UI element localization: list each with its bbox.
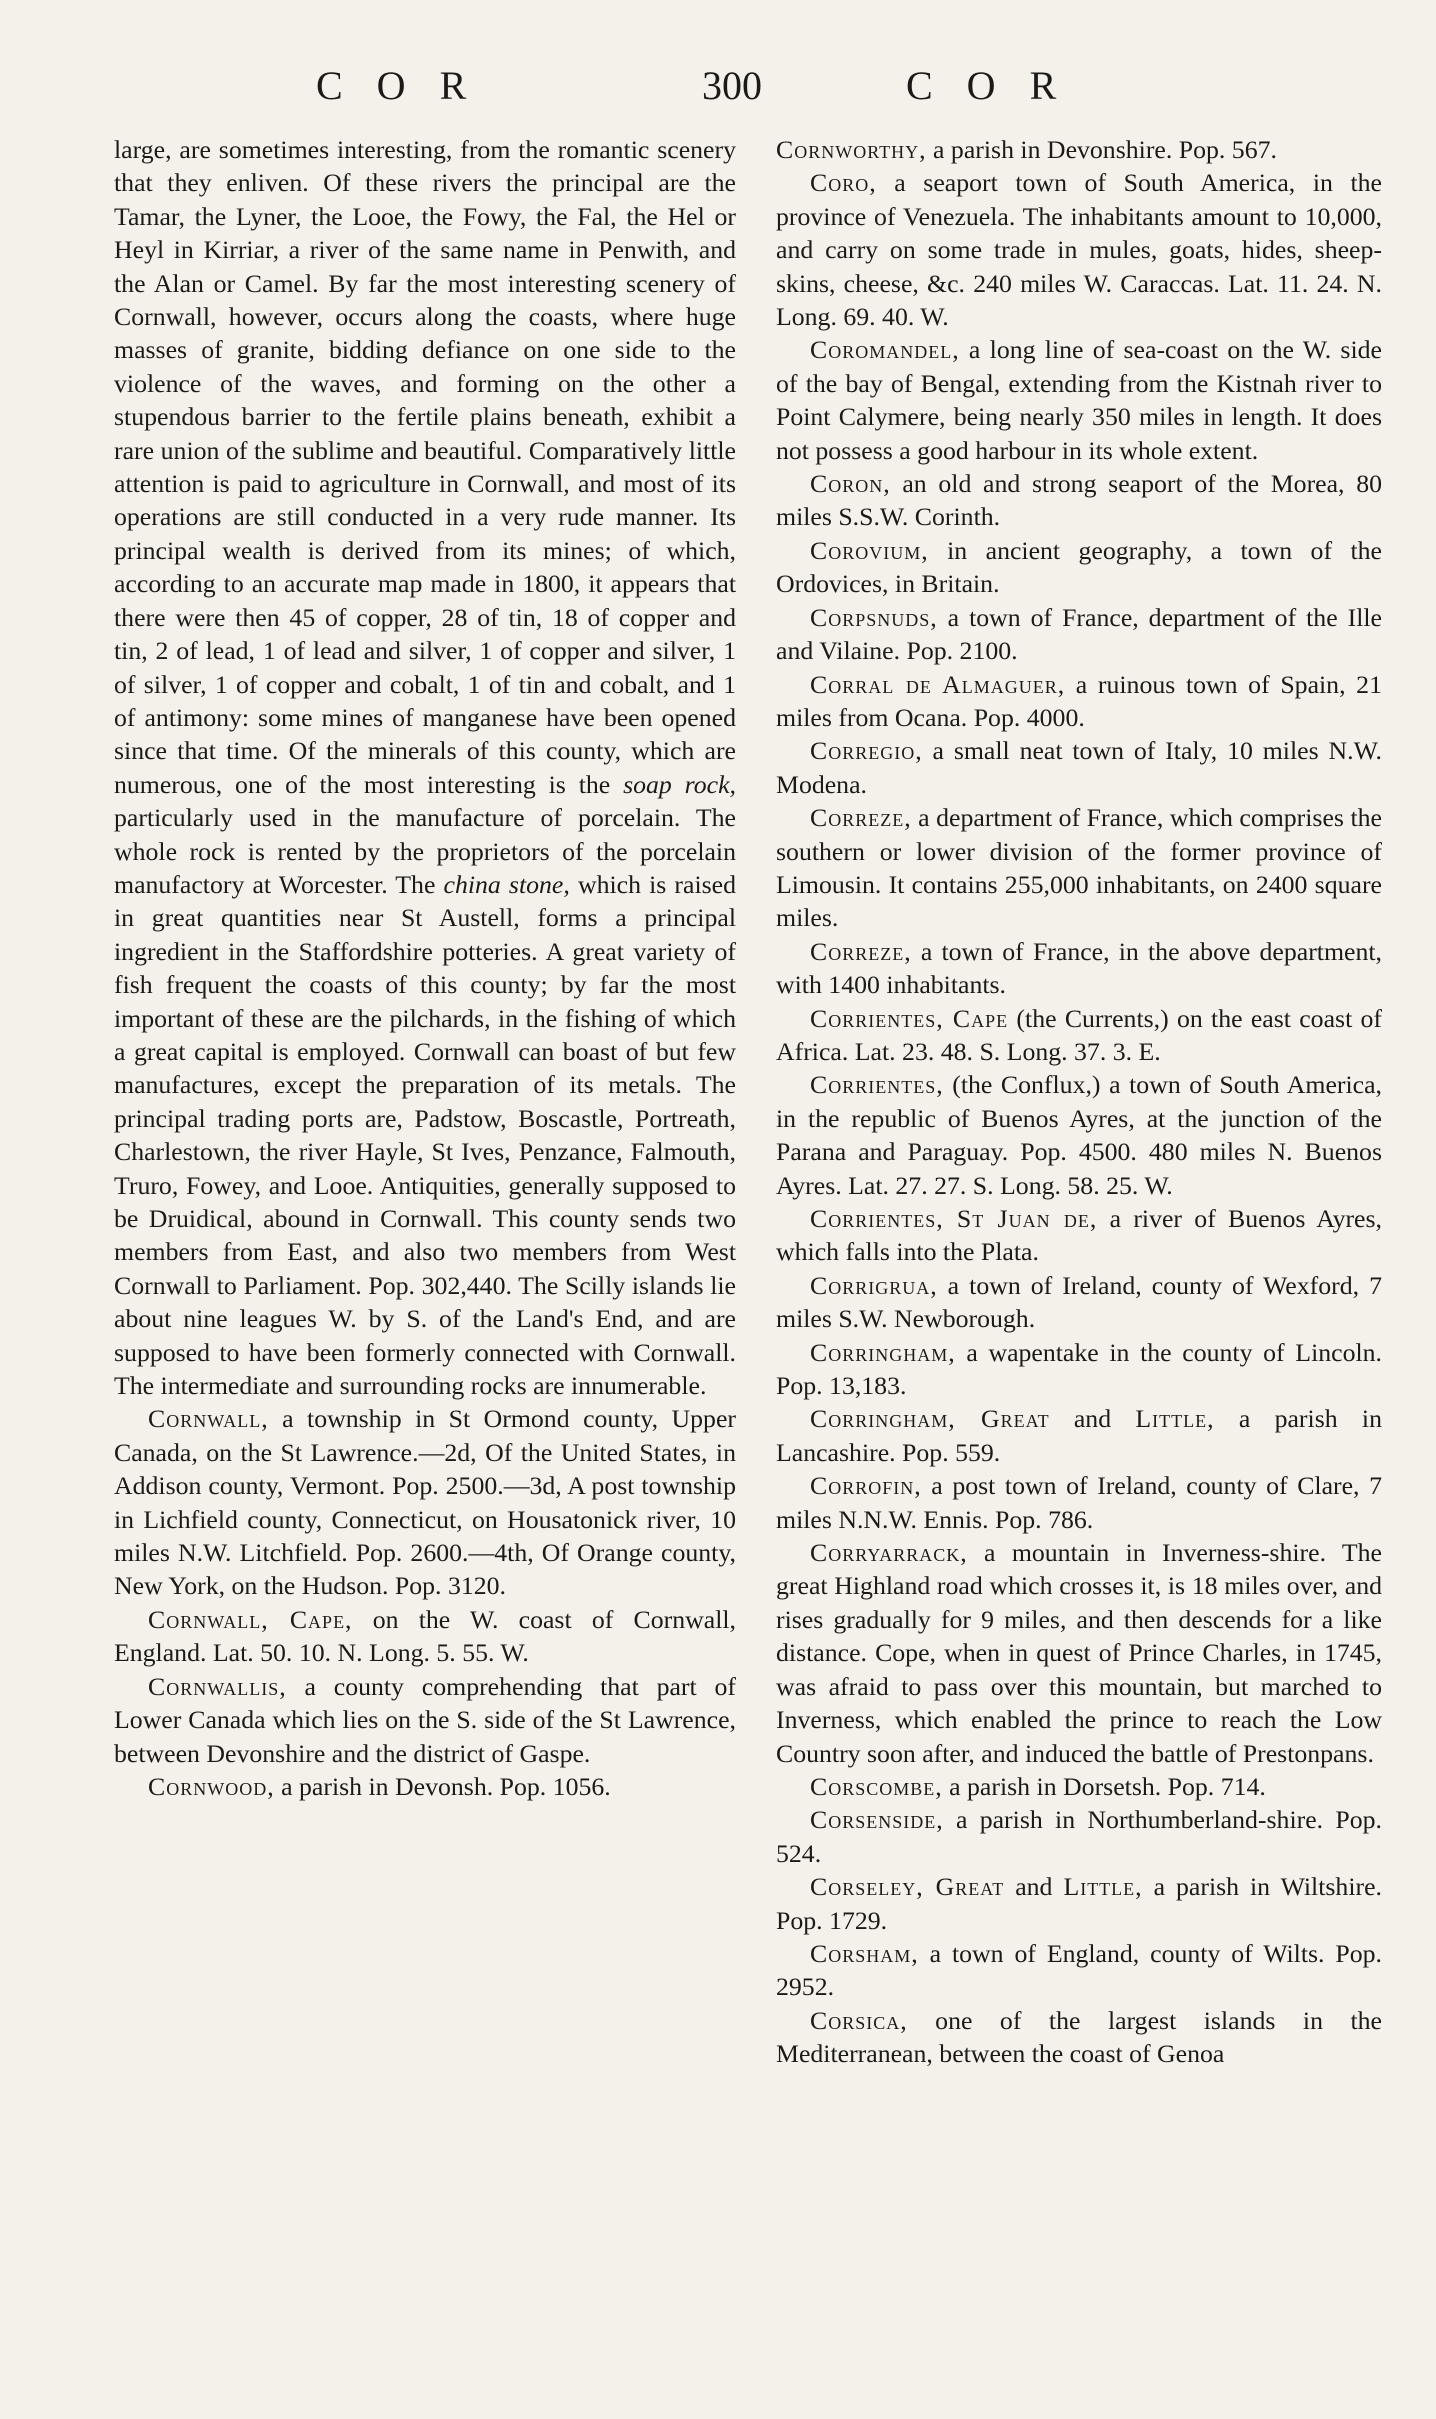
entry-headword: Cornwallis, bbox=[148, 1671, 287, 1701]
entry bbox=[114, 1670, 736, 1770]
entry-text: a river of Buenos Ayres, which falls into the Plata. bbox=[776, 1204, 1382, 1267]
entry-headword: Corpsnuds, bbox=[810, 602, 938, 632]
entry bbox=[776, 166, 1382, 333]
entry-headword: Cornwall, bbox=[148, 1404, 269, 1434]
entry-text: a town of Ireland, county of Wexford, 7 miles S.W. Newborough. bbox=[776, 1270, 1382, 1334]
entry-text: a department of France, which comprises the southern or lower division of the former province of Limousin. It contains 255,000 inhabitants, on 2400 square miles. bbox=[776, 803, 1382, 933]
entry-text: a town of France, department of the Ille and Vilaine. Pop. 2100. bbox=[776, 602, 1382, 666]
italic-term-soap-rock: soap rock, bbox=[623, 769, 736, 799]
entry bbox=[776, 935, 1382, 1002]
page-number: 300 bbox=[702, 63, 762, 108]
entry-text: a seaport town of South America, in the province of Venezuela. The inhabitants amount to 10,000, and carry on some trade in mules, goats, hides, sheep-skins, cheese, &c. 240 miles W. Caraccas. Lat. 11. 24. N. Long. 69. 40. W. bbox=[776, 168, 1382, 332]
entry bbox=[776, 467, 1382, 534]
entry-text: in ancient geography, a town of the Ordovices, in Britain. bbox=[776, 535, 1382, 599]
entry bbox=[776, 801, 1382, 935]
entry bbox=[776, 1402, 1382, 1469]
entry-headword: Corrientes, bbox=[810, 1070, 944, 1100]
entry-headword: Corsica, bbox=[810, 2005, 908, 2035]
entry bbox=[776, 1068, 1382, 1202]
entry-text: a parish in Devonshire. Pop. 567. bbox=[926, 135, 1277, 164]
entry-headword: Corsenside, bbox=[810, 1805, 944, 1835]
right-column bbox=[776, 133, 1382, 2071]
entry-text: and bbox=[1004, 1872, 1064, 1902]
entry-headword: Cornwall, Cape, bbox=[148, 1604, 353, 1634]
entry bbox=[776, 1870, 1382, 1937]
entry-headword: Corrigrua, bbox=[810, 1270, 938, 1300]
entry bbox=[776, 1269, 1382, 1336]
entry-text: a parish in Dorsetsh. Pop. 714. bbox=[942, 1771, 1266, 1801]
entry-text: a wapentake in the county of Lincoln. Pop. 13,183. bbox=[776, 1337, 1382, 1401]
entry-text: on the W. coast of Cornwall, England. Lat. 50. 10. N. Long. 5. 55. W. bbox=[114, 1604, 736, 1668]
entry bbox=[776, 1202, 1382, 1269]
entry-headword: Coron, bbox=[810, 469, 891, 499]
entry-headword: Corregio, bbox=[810, 736, 923, 766]
header-left-guide-word: COR bbox=[316, 63, 501, 108]
entry-text-secondary: a parish in Lancashire. Pop. 559. bbox=[776, 1404, 1382, 1467]
entry-headword: Corseley, Great bbox=[810, 1872, 1005, 1902]
header-right-guide-word: COR bbox=[906, 63, 1091, 108]
entry-headword-secondary: Little, bbox=[1135, 1404, 1215, 1434]
entry-text: a parish in Northumberland-shire. Pop. 524. bbox=[776, 1805, 1382, 1868]
entry bbox=[776, 1770, 1382, 1803]
entry bbox=[114, 1603, 736, 1670]
entry-text: (the Conflux,) a town of South America, in the republic of Buenos Ayres, at the junction of the Parana and Paraguay. Pop. 4500. 480 miles N. Buenos Ayres. Lat. 27. 27. S. Long. 58. 25. W. bbox=[776, 1070, 1382, 1200]
entry-text: a small neat town of Italy, 10 miles N.W. Modena. bbox=[776, 736, 1382, 799]
entry-text: a parish in Devonsh. Pop. 1056. bbox=[274, 1771, 611, 1801]
left-column bbox=[114, 133, 736, 1803]
cornwall-description-continuation: large, are sometimes interesting, from the romantic scenery that they enliven. Of these rivers the principal are the Tamar, the Lyner, the Looe, the Fowy, the Fal, the Hel or Heyl in Kirriar, a river of the same name in Penwith, and the Alan or Camel. By far the most interesting scenery of Cornwall, however, occurs along the coasts, where huge masses of granite, bidding defiance on one side to the violence of the waves, and forming on the other a stupendous barrier to the fertile plains beneath, exhibit a rare union of the sublime and beautiful. Comparatively little attention is paid to agriculture in Cornwall, and most of its operations are still conducted in a very rude manner. Its principal wealth is derived from its mines; of which, according to an accurate map made in 1800, it appears that there were then 45 of copper, 28 of tin, 18 of copper and tin, 2 of lead, 1 of lead and silver, 1 of copper and silver, 1 of silver, 1 of copper and cobalt, 1 of tin and cobalt, and 1 of antimony: some mines of manganese have been opened since that time. Of the minerals of this county, which are numerous, one of the most interesting is the soap rock, particularly used in the manufacture of porcelain. The whole rock is rented by the proprietors of the porcelain manufactory at Worcester. The china stone, which is raised in great quantities near St Austell, forms a principal ingredient in the Staffordshire potteries. A great variety of fish frequent the coasts of this county; by far the most important of these are the pilchards, in the fishing of which a great capital is employed. Cornwall can boast of but few manufactures, except the preparation of its metals. The principal trading ports are, Padstow, Boscastle, Portreath, Charlestown, the river Hayle, St Ives, Penzance, Falmouth, Truro, Fowey, and Looe. Antiquities, generally supposed to be Druidical, abound in Cornwall. This county sends two members from East, and also two members from West Cornwall to Parliament. Pop. 302,440. The Scilly islands lie about nine leagues W. by S. of the Land's End, and are supposed to have been formerly connected with Cornwall. The intermediate and surrounding rocks are innumerable. bbox=[114, 135, 736, 1401]
entry-headword: Corrientes, Cape bbox=[810, 1003, 1009, 1033]
entry-text-secondary: a parish in Wiltshire. Pop. 1729. bbox=[776, 1872, 1382, 1935]
entry-headword: Corringham, Great bbox=[810, 1404, 1050, 1434]
italic-term-china-stone: china stone, bbox=[443, 869, 570, 899]
entry-headword: Correze, bbox=[810, 936, 912, 966]
entry-headword: Correze, bbox=[810, 803, 912, 833]
running-header bbox=[0, 62, 1436, 112]
entry-text: a mountain in Inverness-shire. The great Highland road which crosses it, is 18 miles over, and rises gradually for 9 miles, and then descends for a like distance. Cope, when in quest of Prince Charles, in 1745, was afraid to pass over this mountain, but marched to Inverness, which enabled the prince to reach the Low Country soon after, and induced the battle of Prestonpans. bbox=[776, 1538, 1382, 1768]
entry-headword: Corringham, bbox=[810, 1337, 956, 1367]
entry-headword: Corrofin, bbox=[810, 1471, 922, 1501]
entry-text: a county comprehending that part of Lower Canada which lies on the S. side of the St Lawrence, between Devonshire and the district of Gaspe. bbox=[114, 1671, 736, 1768]
entry bbox=[776, 1336, 1382, 1403]
entry bbox=[776, 333, 1382, 467]
entry bbox=[776, 1002, 1382, 1069]
entry-text: a town of France, in the above department, with 1400 inhabitants. bbox=[776, 936, 1382, 1000]
entry bbox=[776, 534, 1382, 601]
entry-headword: Corrientes, St Juan de, bbox=[810, 1204, 1098, 1233]
entry bbox=[114, 1402, 736, 1602]
entry-headword: Corryarrack, bbox=[810, 1538, 968, 1568]
entry bbox=[776, 601, 1382, 668]
entry-text: an old and strong seaport of the Morea, 80 miles S.S.W. Corinth. bbox=[776, 469, 1382, 532]
entry-text: a township in St Ormond county, Upper Canada, on the St Lawrence.—2d, Of the United States, in Addison county, Vermont. Pop. 2500.—3d, A post township in Lichfield county, Connecticut, on Housatonick river, 10 miles N.W. Litchfield. Pop. 2600.—4th, Of Orange county, New York, on the Hudson. Pop. 3120. bbox=[114, 1404, 736, 1601]
entry-headword: Coro, bbox=[810, 168, 877, 198]
entry-headword: Corscombe, bbox=[810, 1771, 943, 1801]
entry bbox=[776, 1803, 1382, 1870]
entry bbox=[776, 133, 1382, 166]
entry bbox=[776, 2004, 1382, 2071]
entry-text: and bbox=[1049, 1404, 1136, 1434]
entry-headword: Coromandel, bbox=[810, 335, 960, 365]
entry bbox=[776, 1536, 1382, 1770]
entry bbox=[776, 734, 1382, 801]
entry-headword: Cornwood, bbox=[148, 1771, 275, 1801]
entry-text: a post town of Ireland, county of Clare, 7 miles N.N.W. Ennis. Pop. 786. bbox=[776, 1471, 1382, 1534]
entry-headword: Corral de Almaguer, bbox=[810, 669, 1066, 699]
entry-headword: Corsham, bbox=[810, 1938, 919, 1968]
entry bbox=[776, 668, 1382, 735]
entry-text: a town of England, county of Wilts. Pop. 2952. bbox=[776, 1938, 1382, 2002]
entry-text: (the Currents,) on the east coast of Africa. Lat. 23. 48. S. Long. 37. 3. E. bbox=[776, 1003, 1382, 1066]
entry bbox=[776, 1469, 1382, 1536]
entry-text: a ruinous town of Spain, 21 miles from Ocana. Pop. 4000. bbox=[776, 669, 1382, 732]
entry-headword-secondary: Little, bbox=[1063, 1872, 1143, 1902]
entry-text: a long line of sea-coast on the W. side of the bay of Bengal, extending from the Kistnah river to Point Calymere, being nearly 350 miles in length. It does not possess a good harbour in its whole extent. bbox=[776, 335, 1382, 465]
entry bbox=[114, 1770, 736, 1803]
entry bbox=[776, 1937, 1382, 2004]
entry-headword: Corovium, bbox=[810, 535, 929, 565]
entry-text: one of the largest islands in the Mediterranean, between the coast of Genoa bbox=[776, 2005, 1382, 2069]
entry-headword: Cornworthy, bbox=[776, 135, 927, 164]
